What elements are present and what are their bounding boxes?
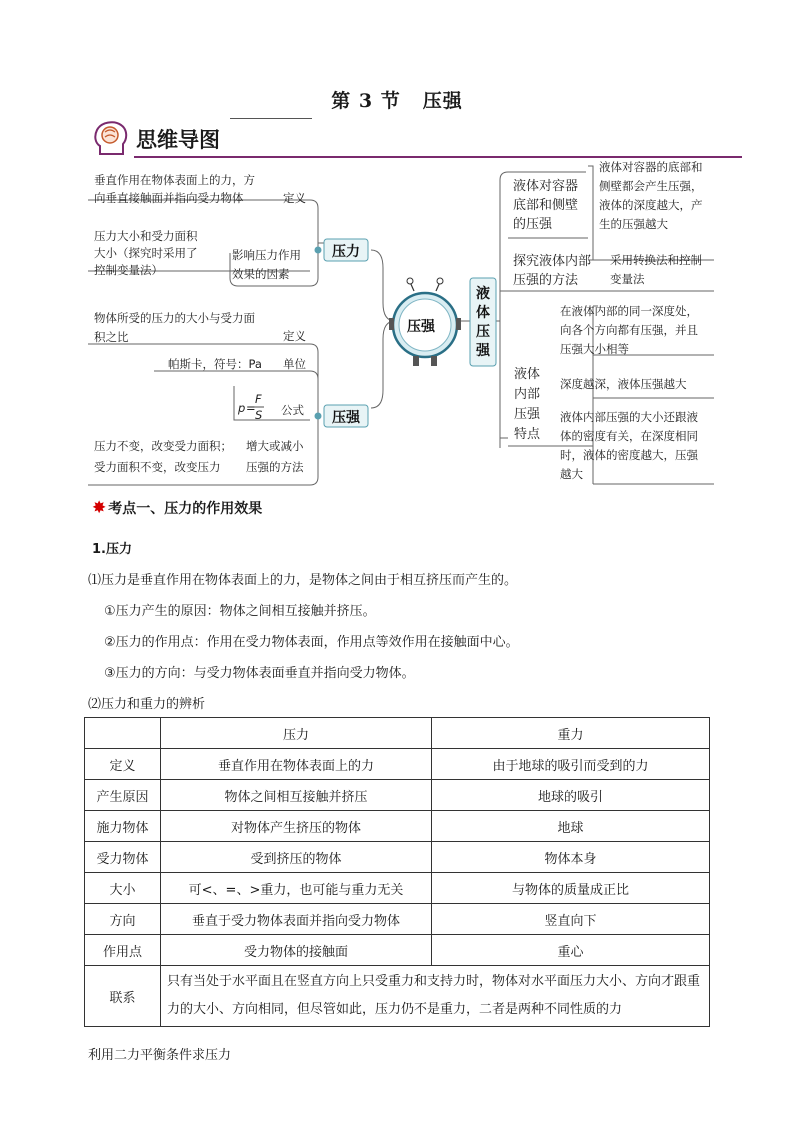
mm-unit-label: 单位 <box>283 357 306 371</box>
table-cell: 物体之间相互接触并挤压 <box>161 780 432 811</box>
mm-r3-label-4: 特点 <box>514 427 541 442</box>
mm-r3-sub1-2: 向各个方向都有压强，并且 <box>560 323 698 337</box>
mm-r1-label-2: 底部和侧壁 <box>513 198 579 213</box>
mm-formula-label: 公式 <box>281 403 304 417</box>
mm-node-yeti-4: 强 <box>476 343 490 359</box>
mm-r3-label-2: 内部 <box>514 387 541 402</box>
table-row <box>85 749 710 780</box>
table-cell: 地球 <box>432 811 710 842</box>
table-cell: 物体本身 <box>432 842 710 873</box>
mm-center-label: 压强 <box>407 319 435 335</box>
mm-r3-sub3-3: 时，液体的密度越大，压强 <box>560 448 698 462</box>
mm-yali-def-label: 定义 <box>283 191 306 205</box>
table-cell: 大小 <box>85 873 161 904</box>
mm-r3-sub1-3: 压强大小相等 <box>560 342 629 356</box>
footer-text: 利用二力平衡条件求压力 <box>88 1048 232 1063</box>
table-header-row <box>85 718 710 749</box>
table-header-cell <box>85 718 161 749</box>
table-cell: 受力物体 <box>85 842 161 873</box>
mm-yaqiang-def-label: 定义 <box>283 329 306 343</box>
table-cell: 垂直于受力物体表面并指向受力物体 <box>161 904 432 935</box>
table-row <box>85 811 710 842</box>
mm-r1-label-1: 液体对容器 <box>513 179 579 194</box>
mm-r2-label-2: 压强的方法 <box>513 273 579 288</box>
mm-r2-desc-1: 采用转换法和控制 <box>610 253 702 267</box>
mm-r3-sub3-1: 液体内部压强的大小还跟液 <box>560 410 698 424</box>
table-cell-wide: 只有当处于水平面且在竖直方向上只受重力和支持力时，物体对水平面压力大小、方向才跟重力的大小、方向相同，但尽管如此，压力仍不是重力，二者是两种不同性质的力 <box>161 966 710 1027</box>
mm-r1-desc-1: 液体对容器的底部和 <box>599 160 703 174</box>
header-topline <box>230 118 312 119</box>
table-cell: 受到挤压的物体 <box>161 842 432 873</box>
mm-r2-desc-2: 变量法 <box>610 272 645 286</box>
paragraph-1: ⑴压力是垂直作用在物体表面上的力，是物体之间由于相互挤压而产生的。 <box>88 573 518 588</box>
mm-yaqiang-def-desc-2: 积之比 <box>94 330 129 344</box>
table-cell: 受力物体的接触面 <box>161 935 432 966</box>
mm-yali-factor-label-2: 效果的因素 <box>232 267 290 281</box>
mm-node-dot-2 <box>315 413 322 420</box>
table-cell: 地球的吸引 <box>432 780 710 811</box>
mm-r1-desc-2: 侧壁都会产生压强， <box>599 179 703 193</box>
mm-formula-p: p <box>238 401 246 415</box>
table-cell: 可<、=、>重力，也可能与重力无关 <box>161 873 432 904</box>
mindmap-title: 思维导图 <box>136 128 220 152</box>
table-header-cell: 压力 <box>161 718 432 749</box>
table-cell: 产生原因 <box>85 780 161 811</box>
mm-method-desc-1: 压力不变，改变受力面积； <box>94 439 232 453</box>
paragraph-5: ⑵压力和重力的辨析 <box>88 697 206 712</box>
mm-r1-label-3: 的压强 <box>513 217 553 232</box>
star-icon: ✸ <box>92 498 107 518</box>
table-cell: 垂直作用在物体表面上的力 <box>161 749 432 780</box>
mm-yali-factor-desc-1: 压力大小和受力面积 <box>94 229 198 243</box>
table-cell: 定义 <box>85 749 161 780</box>
brain-head-icon <box>92 118 132 158</box>
mm-r1-desc-3: 液体的深度越大，产 <box>599 198 703 212</box>
mm-node-yali-label: 压力 <box>332 244 360 260</box>
mm-node-yaqiang-label: 压强 <box>332 410 360 426</box>
mm-r3-label-1: 液体 <box>514 367 541 382</box>
table-row <box>85 904 710 935</box>
mm-method-label-1: 增大或减小 <box>246 439 304 453</box>
mm-r3-sub3-4: 越大 <box>560 467 583 481</box>
mm-yali-factor-desc-3: 控制变量法） <box>94 263 163 277</box>
table-cell: 对物体产生挤压的物体 <box>161 811 432 842</box>
table-row <box>85 966 710 1027</box>
comparison-table <box>84 717 710 1027</box>
table-row <box>85 935 710 966</box>
mm-r2-label-1: 探究液体内部 <box>513 254 592 269</box>
mm-yali-def-desc-2: 向垂直接触面并指向受力物体 <box>94 191 244 205</box>
mm-formula-den: S <box>255 408 263 422</box>
mm-r3-sub3-2: 体的密度有关，在深度相同 <box>560 429 698 443</box>
table-cell: 重心 <box>432 935 710 966</box>
mm-method-label-2: 压强的方法 <box>246 460 304 474</box>
mm-r1-desc-4: 生的压强越大 <box>599 217 668 231</box>
table-cell: 作用点 <box>85 935 161 966</box>
table-cell: 方向 <box>85 904 161 935</box>
paragraph-3: ②压力的作用点：作用在受力物体表面，作用点等效作用在接触面中心。 <box>104 635 519 650</box>
mm-formula-eq: = <box>246 401 256 415</box>
table-cell: 与物体的质量成正比 <box>432 873 710 904</box>
mm-yali-factor-desc-2: 大小（探究时采用了 <box>94 246 198 260</box>
mm-node-yeti-2: 体 <box>476 305 490 321</box>
table-cell: 由于地球的吸引而受到的力 <box>432 749 710 780</box>
table-cell: 施力物体 <box>85 811 161 842</box>
mm-r3-sub1-1: 在液体内部的同一深度处， <box>560 304 698 318</box>
mm-r3-sub2: 深度越深，液体压强越大 <box>560 377 687 391</box>
table-header-cell: 重力 <box>432 718 710 749</box>
mm-yali-factor-label-1: 影响压力作用 <box>232 248 301 262</box>
table-row <box>85 780 710 811</box>
mm-node-yeti-1: 液 <box>476 286 490 302</box>
kaodian-heading: ✸ 考点一、压力的作用效果 <box>92 498 263 518</box>
mm-method-desc-2: 受力面积不变，改变压力 <box>94 460 221 474</box>
mm-formula-num: F <box>255 392 262 406</box>
table-cell: 联系 <box>85 966 161 1027</box>
page-title: 第 3 节 压强 <box>331 90 463 112</box>
table-row <box>85 873 710 904</box>
paragraph-2: ①压力产生的原因：物体之间相互接触并挤压。 <box>104 604 376 619</box>
mm-yali-def-desc-1: 垂直作用在物体表面上的力，方 <box>94 173 255 187</box>
mm-unit-desc: 帕斯卡，符号：Pa <box>168 357 262 371</box>
mindmap-header <box>92 116 742 160</box>
mindmap-diagram <box>88 158 718 490</box>
mm-node-yeti-3: 压 <box>476 324 490 340</box>
mm-yaqiang-def-desc-1: 物体所受的压力的大小与受力面 <box>94 311 255 325</box>
mm-r3-label-3: 压强 <box>514 407 541 422</box>
paragraph-4: ③压力的方向：与受力物体表面垂直并指向受力物体。 <box>104 666 415 681</box>
mm-node-dot <box>315 247 322 254</box>
table-row <box>85 842 710 873</box>
table-cell: 竖直向下 <box>432 904 710 935</box>
section-title: 1.压力 <box>92 542 132 557</box>
